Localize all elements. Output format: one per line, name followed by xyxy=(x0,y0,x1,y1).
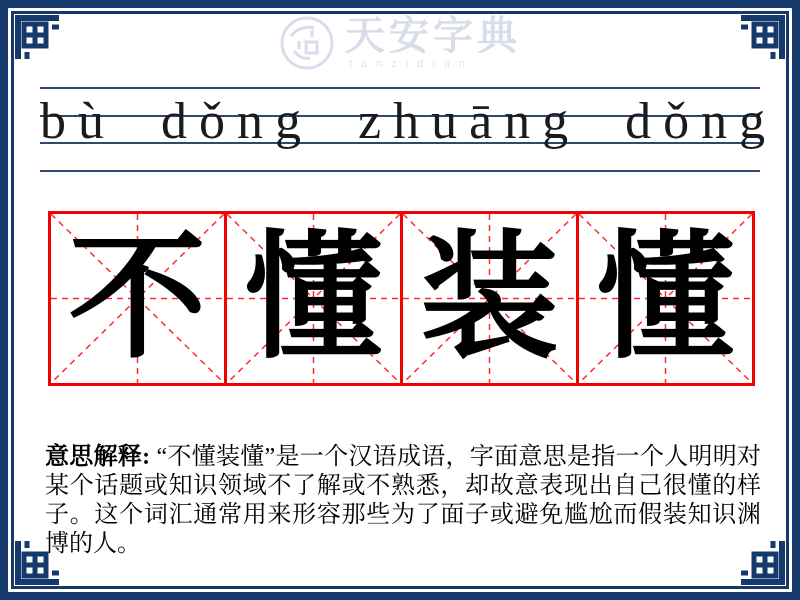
character-grid-row xyxy=(48,211,755,386)
character-box xyxy=(400,211,579,386)
character-box xyxy=(224,211,403,386)
pinyin-guide-line xyxy=(40,87,760,89)
pinyin-text: bù dǒng zhuāng dǒng xyxy=(40,93,778,150)
explanation-body: “不懂装懂”是一个汉语成语，字面意思是指一个人明明对某个话题或知识领域不了解或不熟悉，却故意表现出自己很懂的样子。这个词汇通常用来形容那些为了面子或避免尴尬而假装知识渊博的人。 xyxy=(45,444,761,557)
pinyin-guide xyxy=(40,0,778,195)
logo-subtitle: tanzidian xyxy=(349,58,475,70)
hanzi-character: 懂 xyxy=(596,221,735,375)
hanzi-character: 不 xyxy=(68,221,207,375)
pinyin-guide-line xyxy=(40,170,760,172)
hanzi-character: 懂 xyxy=(244,221,383,375)
character-box xyxy=(48,211,227,386)
logo-title: 天安字典 xyxy=(345,13,521,58)
character-box xyxy=(576,211,755,386)
explanation-paragraph xyxy=(45,443,761,559)
explanation-label: 意思解释: xyxy=(45,444,151,470)
hanzi-character: 装 xyxy=(420,221,559,375)
